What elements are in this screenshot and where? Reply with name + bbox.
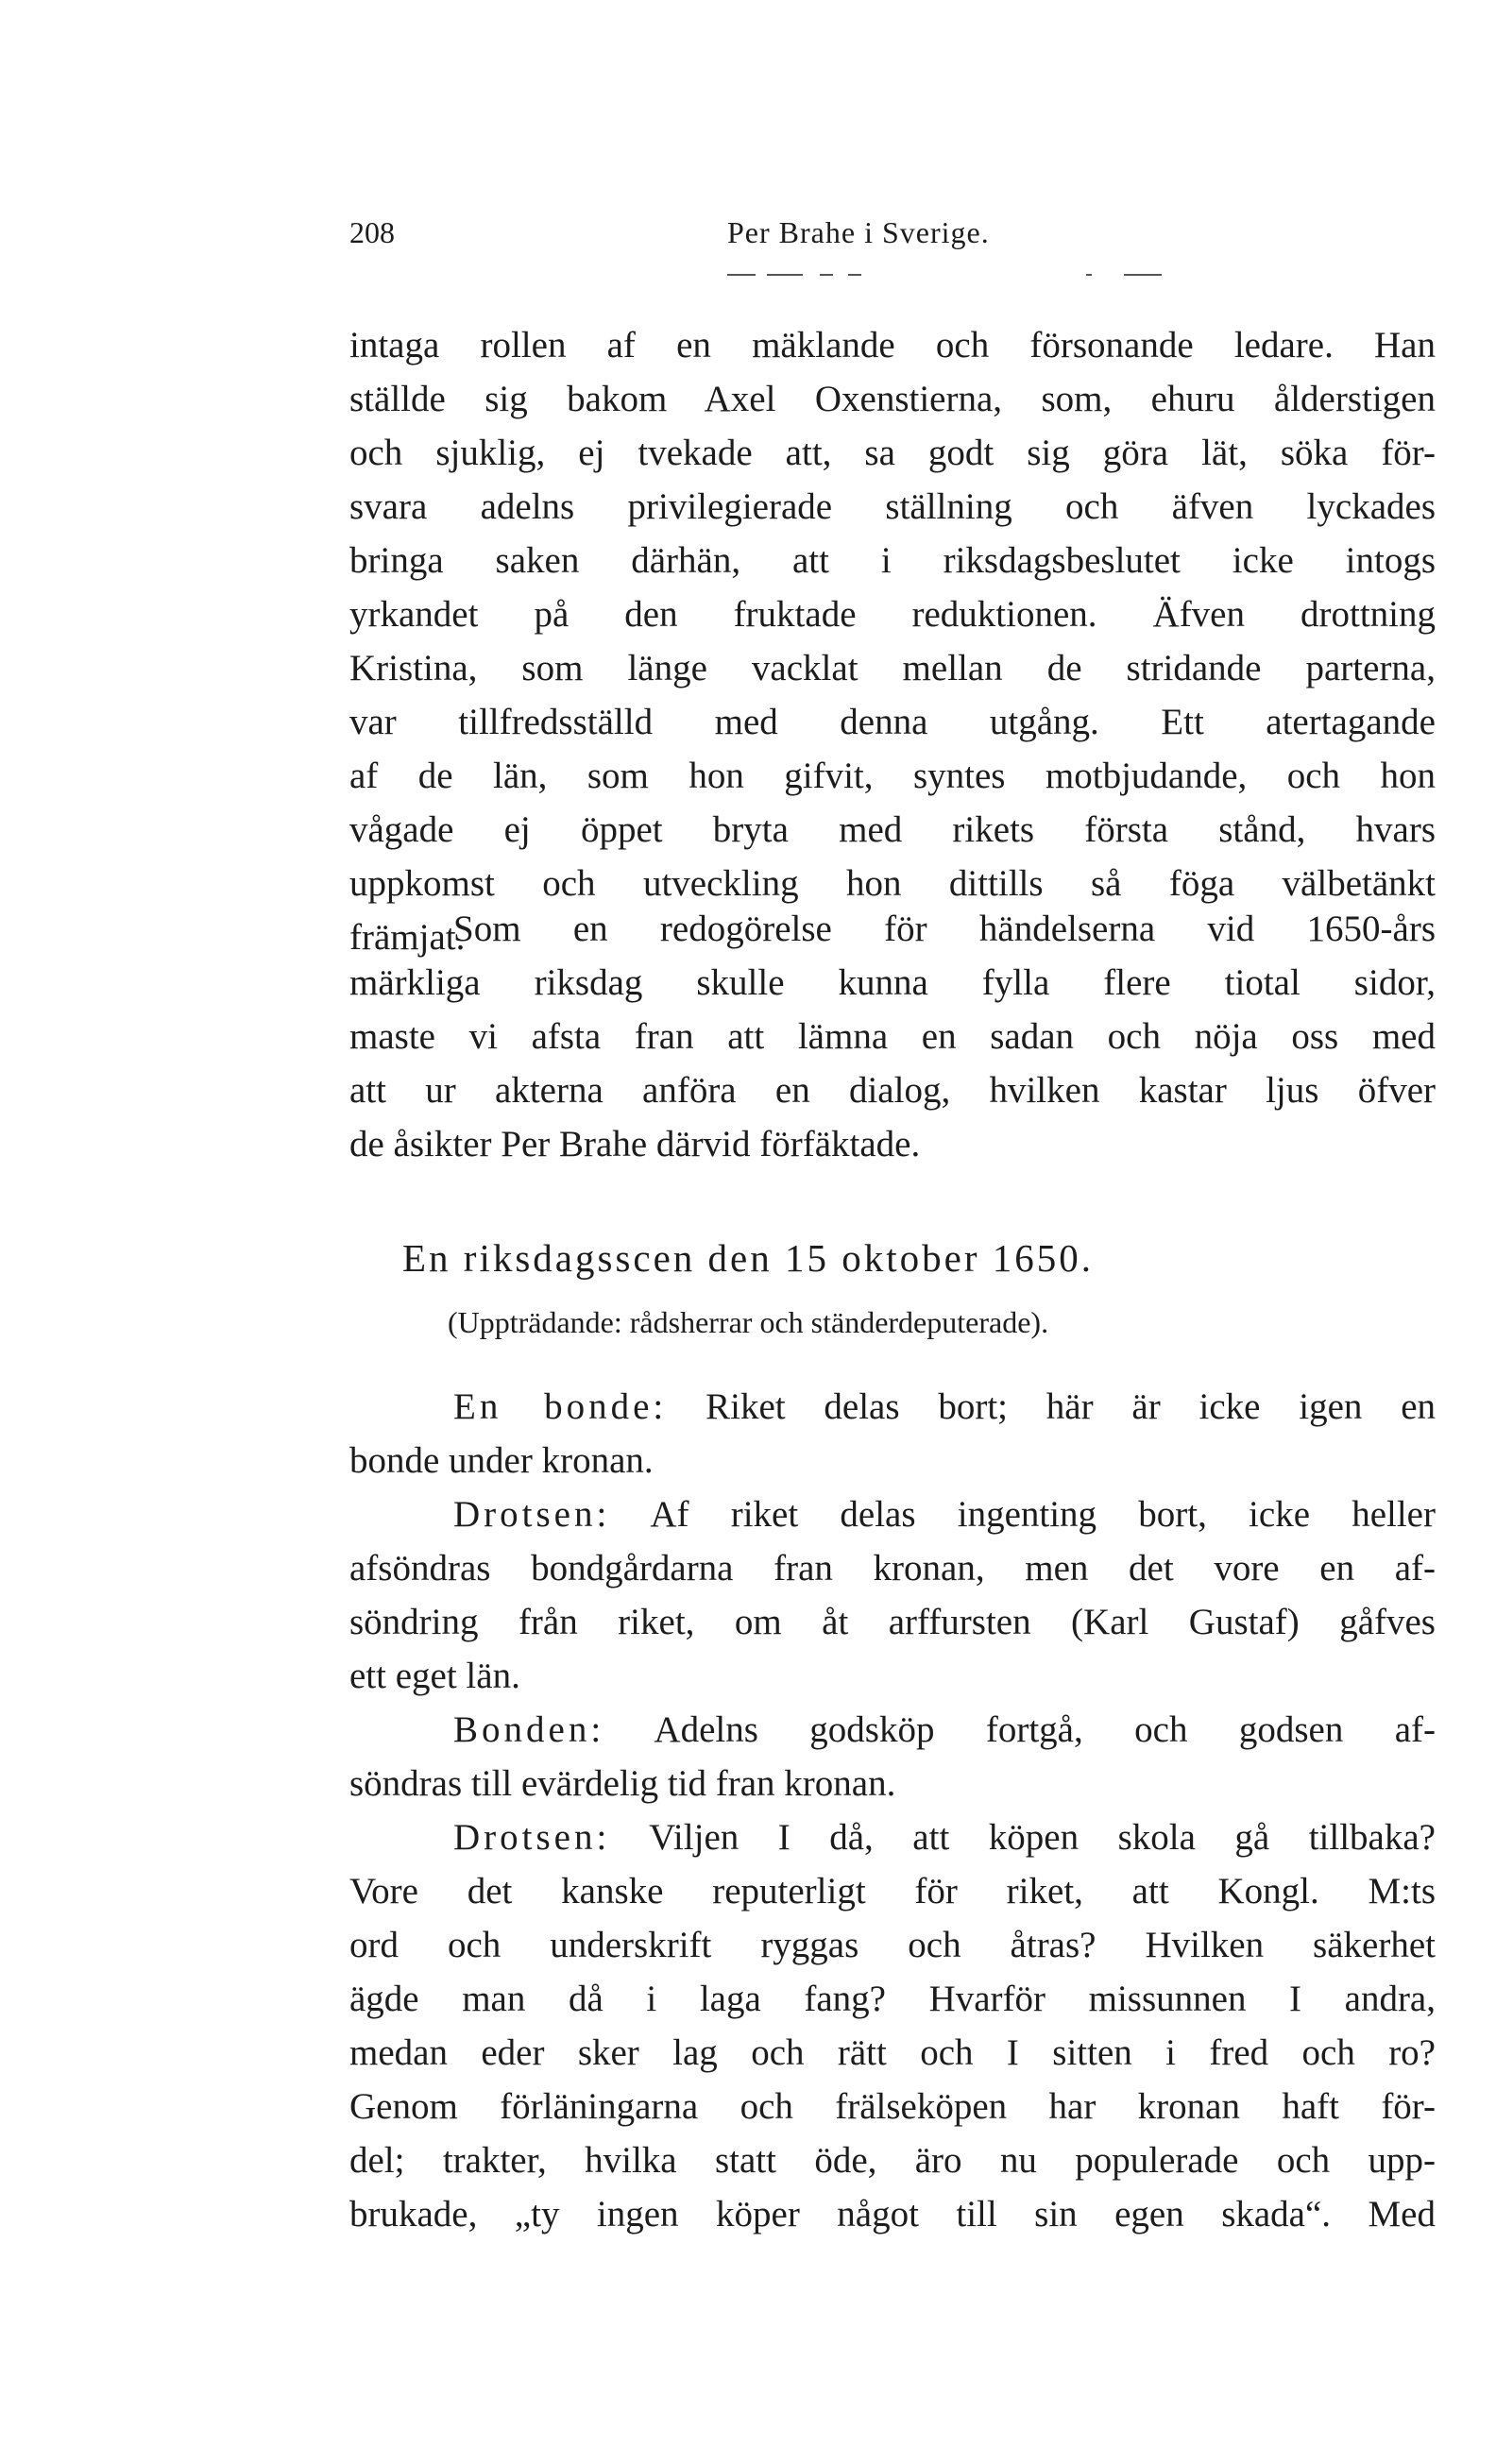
dialogue-line xyxy=(453,1811,1436,1864)
speech-text: Adelns godsköp fortgå, och godsen af- xyxy=(654,1709,1436,1750)
page-number: 208 xyxy=(349,215,395,249)
text-line: främjat. xyxy=(349,917,466,958)
text-line: ett eget län. xyxy=(349,1656,520,1696)
text-line: de åsikter Per Brahe därvid förfäktade. xyxy=(349,1124,921,1164)
text-line: brukade, „ty ingen köper något till sin egen skada“. Med xyxy=(349,2194,1436,2235)
text-line: yrkandet på den fruktade reduktionen. Äfven drottning xyxy=(349,594,1436,635)
speaker-name: Drotsen: xyxy=(453,1494,611,1535)
text-line: Genom förläningarna och frälseköpen har kronan haft för- xyxy=(349,2086,1436,2127)
running-title: Per Brahe i Sverige. xyxy=(727,215,990,249)
text-line: söndras till evärdelig tid fran kronan. xyxy=(349,1763,896,1804)
dialogue-line xyxy=(453,1488,1436,1541)
speech-text: Viljen I då, att köpen skola gå tillbaka? xyxy=(649,1817,1436,1858)
text-line: bringa saken därhän, att i riksdagsbeslutet icke intogs xyxy=(349,540,1436,581)
text-line: maste vi afsta fran att lämna en sadan och nöja oss med xyxy=(349,1016,1436,1057)
text-line: ställde sig bakom Axel Oxenstierna, som, ehuru ålderstigen xyxy=(349,379,1436,419)
text-line: ord och underskrift ryggas och åtras? Hvilken säkerhet xyxy=(349,1925,1436,1965)
text-line: Som en redogörelse för händelserna vid 1650-års xyxy=(453,909,1436,949)
text-line: och sjuklig, ej tvekade att, sa godt sig göra lät, söka för- xyxy=(349,433,1436,473)
speaker-name: Drotsen: xyxy=(453,1817,611,1858)
text-line: Vore det kanske reputerligt för riket, att Kongl. M:ts xyxy=(349,1871,1436,1912)
text-line: vågade ej öppet bryta med rikets första stånd, hvars xyxy=(349,809,1436,850)
page-header xyxy=(349,215,1436,263)
text-line: afsöndras bondgårdarna fran kronan, men det vore en af- xyxy=(349,1548,1436,1589)
text-line: uppkomst och utveckling hon dittills så föga välbetänkt xyxy=(349,863,1436,904)
text-line: märkliga riksdag skulle kunna fylla flere tiotal sidor, xyxy=(349,962,1436,1003)
text-line: ägde man då i laga fang? Hvarför missunnen I andra, xyxy=(349,1979,1436,2019)
text-line: var tillfredsställd med denna utgång. Ett atertagande xyxy=(349,702,1436,742)
text-line: intaga rollen af en mäklande och försonande ledare. Han xyxy=(349,325,1436,365)
text-line: del; trakter, hvilka statt öde, äro nu populerade och upp- xyxy=(349,2140,1436,2181)
text-line: svara adelns privilegierade ställning och äfven lyckades xyxy=(349,486,1436,527)
section-subtitle: (Uppträdande: rådsherrar och ständerdeputerade). xyxy=(447,1305,1049,1339)
section-title: En riksdagsscen den 15 oktober 1650. xyxy=(402,1236,1094,1280)
speech-text: Riket delas bort; här är icke igen en xyxy=(706,1386,1436,1427)
text-line: medan eder sker lag och rätt och I sitten i fred och ro? xyxy=(349,2032,1436,2073)
text-line: att ur akterna anföra en dialog, hvilken kastar ljus öfver xyxy=(349,1070,1436,1111)
speaker-name: En bonde: xyxy=(453,1386,668,1427)
text-line: bonde under kronan. xyxy=(349,1440,654,1481)
text-line: Kristina, som länge vacklat mellan de stridande parterna, xyxy=(349,648,1436,688)
dialogue-line xyxy=(453,1704,1436,1757)
text-line: af de län, som hon gifvit, syntes motbjudande, och hon xyxy=(349,756,1436,796)
speech-text: Af riket delas ingenting bort, icke heller xyxy=(650,1494,1436,1535)
text-line: söndring från riket, om åt arffursten (Karl Gustaf) gåfves xyxy=(349,1602,1436,1642)
dialogue-line xyxy=(453,1381,1436,1434)
speaker-name: Bonden: xyxy=(453,1709,605,1750)
